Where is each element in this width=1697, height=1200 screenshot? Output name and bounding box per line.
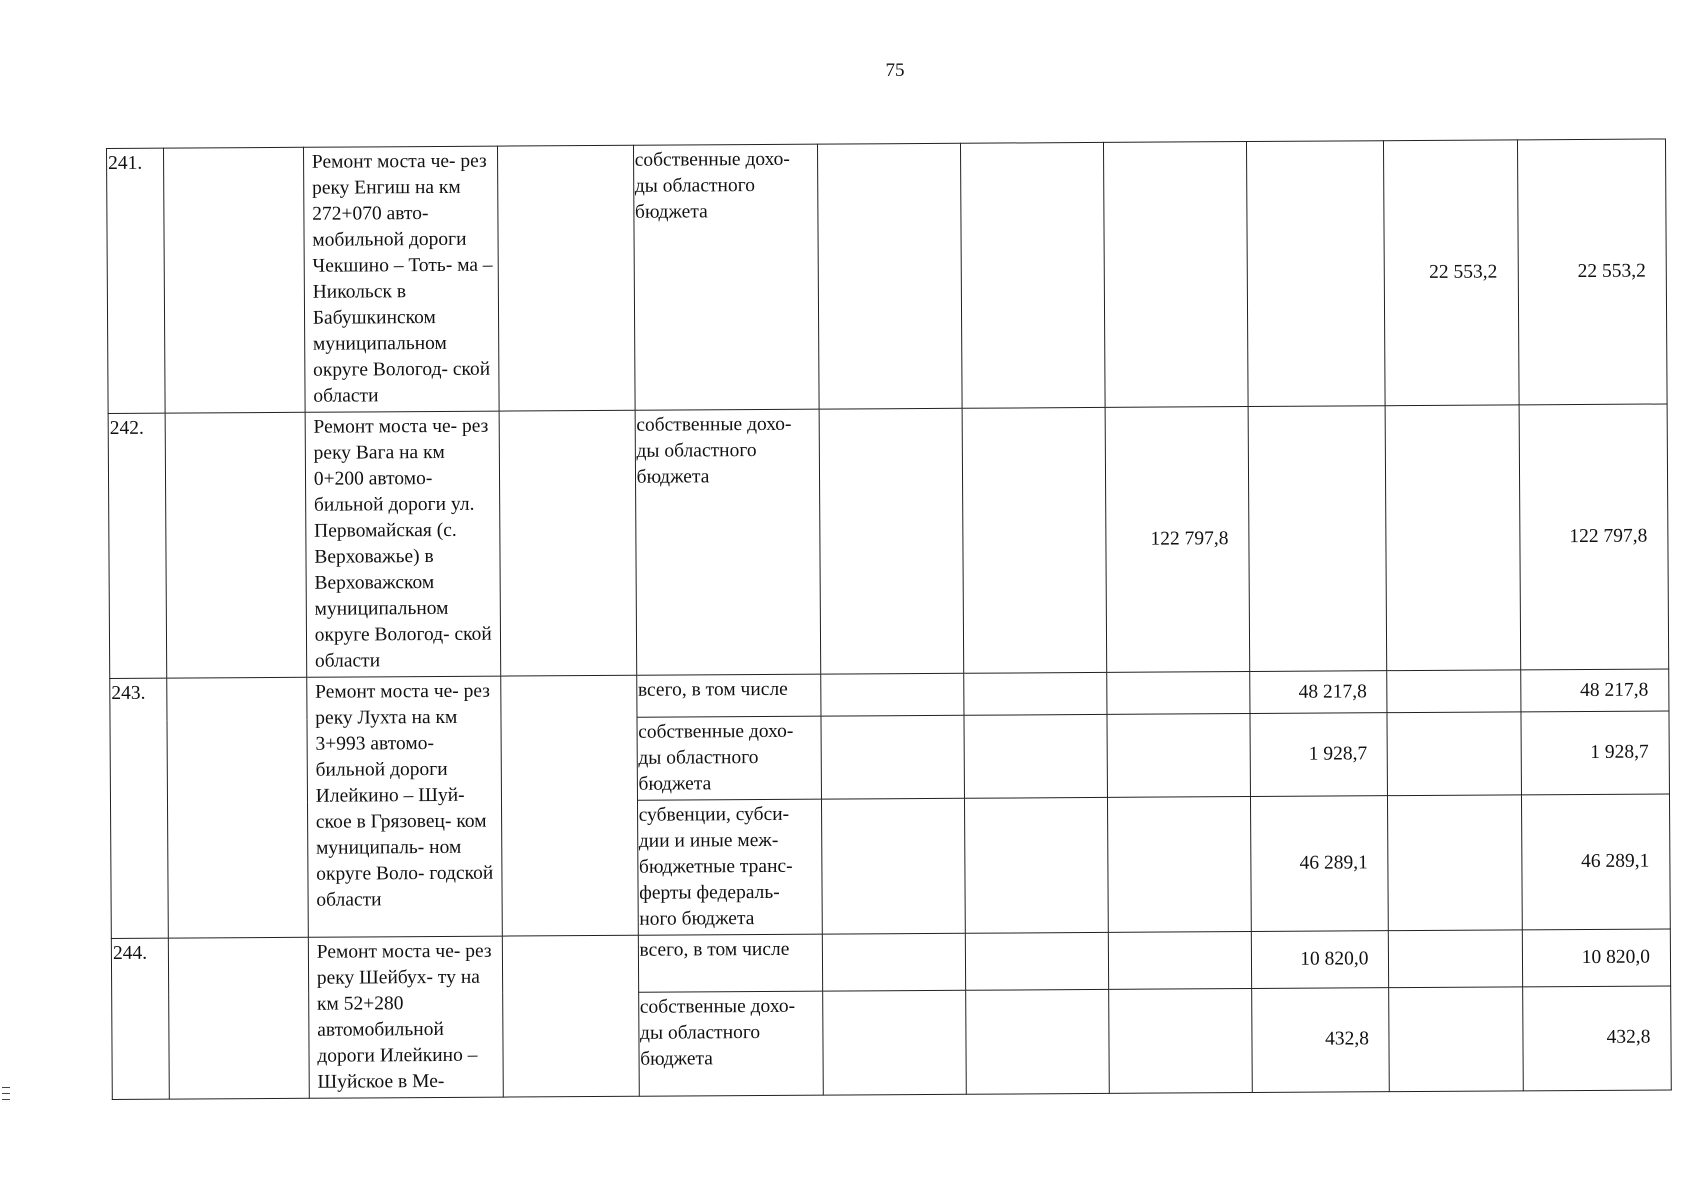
total-cell: 46 289,1 — [1521, 794, 1670, 930]
amount-cell — [1248, 406, 1387, 672]
row-index: 244. — [111, 938, 169, 1099]
empty-cell — [167, 677, 308, 938]
funding-source: собственные дохо- ды областного бюджета — [635, 409, 821, 675]
empty-cell — [819, 408, 964, 674]
funding-source: собственные дохо- ды областного бюджета — [638, 991, 823, 1097]
table-row — [107, 139, 1668, 414]
total-cell: 122 797,8 — [1519, 404, 1669, 670]
total-cell: 48 217,8 — [1520, 669, 1669, 712]
empty-cell — [964, 714, 1107, 798]
funding-source: всего, в том числе — [638, 934, 823, 992]
amount-cell: 10 820,0 — [1251, 931, 1389, 988]
scan-margin-mark — [2, 1099, 10, 1100]
amount-cell — [1387, 712, 1521, 796]
empty-cell — [823, 933, 966, 990]
total-cell: 1 928,7 — [1520, 711, 1669, 795]
object-name: Ремонт моста че- рез реку Лухта на км 3+993 автомо- бильной дороги Илейкино – Шуй- ское в Грязовец- ком муниципаль- ном округе Воло- годской области — [307, 676, 503, 937]
empty-cell — [498, 145, 635, 411]
empty-cell — [964, 672, 1107, 715]
empty-cell — [168, 937, 309, 1099]
amount-cell — [1389, 986, 1523, 1091]
amount-cell: 48 217,8 — [1250, 671, 1388, 714]
empty-cell — [966, 989, 1110, 1094]
empty-cell — [965, 797, 1109, 933]
scan-margin-mark — [2, 1087, 10, 1088]
empty-cell — [164, 147, 305, 413]
row-index: 241. — [107, 148, 166, 413]
funding-source: собственные дохо- ды областного бюджета — [637, 716, 822, 800]
total-cell: 22 553,2 — [1517, 139, 1667, 405]
amount-cell — [1388, 795, 1522, 931]
amount-cell: 432,8 — [1252, 987, 1390, 1092]
funding-source: субвенции, субси- дии и иные меж- бюджетные транс- ферты федераль- ного бюджета — [637, 799, 823, 935]
empty-cell — [821, 715, 964, 799]
object-name: Ремонт моста че- рез реку Енгиш на км 272+070 авто- мобильной дороги Чекшино – Тоть- ма – Никольск в Бабушкинском муниципальном округе Вологод- ской области — [303, 146, 499, 412]
empty-cell — [966, 932, 1109, 989]
amount-cell — [1387, 670, 1520, 713]
amount-cell — [1247, 141, 1386, 407]
amount-cell: 22 553,2 — [1384, 140, 1519, 406]
empty-cell — [962, 407, 1107, 673]
empty-cell — [822, 798, 966, 934]
empty-cell — [823, 990, 967, 1095]
funding-source: собственные дохо- ды областного бюджета — [633, 144, 819, 410]
amount-cell: 1 928,7 — [1250, 713, 1388, 797]
object-name: Ремонт моста че- рез реку Вага на км 0+200 автомо- бильной дороги ул. Первомайская (с. Верховажье) в Верховажском муниципальном округе Вологод- ской области — [305, 411, 501, 677]
empty-cell — [499, 410, 636, 676]
table-row — [111, 929, 1670, 995]
amount-cell — [1389, 930, 1522, 987]
amount-cell: 46 289,1 — [1251, 796, 1389, 932]
empty-cell — [503, 935, 639, 1097]
empty-cell — [1107, 714, 1250, 798]
amount-cell — [1386, 405, 1521, 671]
funding-source: всего, в том числе — [636, 674, 821, 717]
total-cell: 432,8 — [1522, 986, 1671, 1091]
page-number: 75 — [885, 60, 905, 81]
empty-cell — [1108, 797, 1252, 933]
empty-cell — [1107, 672, 1250, 715]
total-cell: 10 820,0 — [1522, 929, 1671, 986]
scan-margin-mark — [2, 1093, 10, 1094]
empty-cell — [1104, 142, 1249, 408]
empty-cell — [165, 412, 306, 678]
empty-cell — [501, 675, 638, 936]
row-index: 242. — [108, 413, 167, 678]
empty-cell — [821, 673, 964, 716]
empty-cell — [818, 143, 963, 409]
row-index: 243. — [110, 678, 169, 938]
budget-table — [106, 138, 1672, 1100]
table-row — [108, 404, 1669, 679]
object-name: Ремонт моста че- рез реку Шейбух- ту на км 52+280 автомобильной дороги Илейкино – Шуйское в Ме- — [308, 936, 504, 1098]
amount-cell: 122 797,8 — [1105, 407, 1250, 673]
empty-cell — [961, 142, 1106, 408]
empty-cell — [1109, 988, 1253, 1093]
empty-cell — [1108, 932, 1251, 989]
